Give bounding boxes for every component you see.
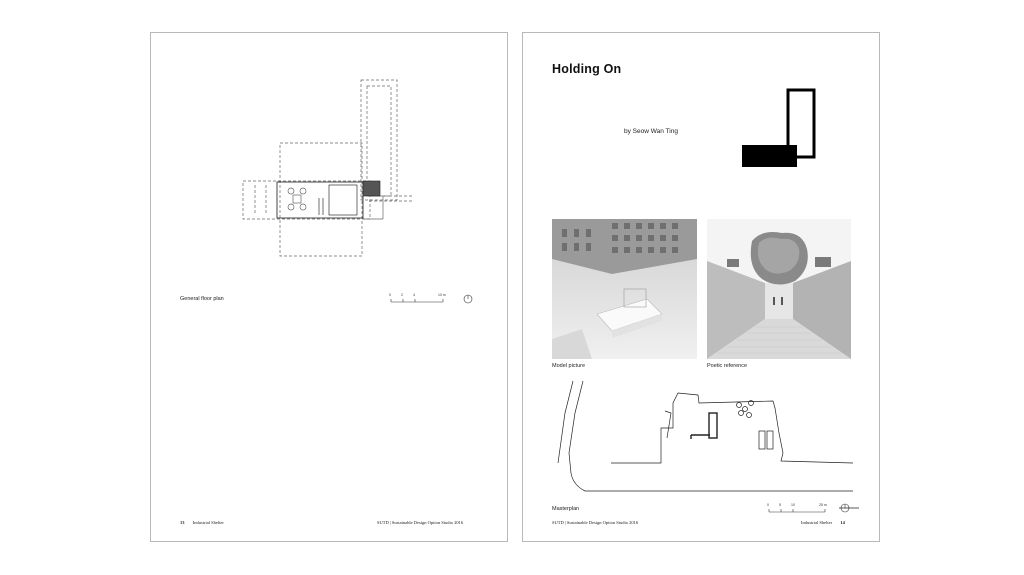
- masterplan-scale-25: 25 m: [819, 503, 827, 507]
- left-running-title: Industrial Shelter: [192, 520, 224, 525]
- right-running-title: Industrial Shelter: [801, 520, 833, 525]
- general-floor-plan-drawing: [151, 33, 509, 543]
- scale-label-0: 0: [389, 293, 391, 297]
- masterplan-scale-5: 5: [779, 503, 781, 507]
- floor-plan-caption: General floor plan: [180, 296, 224, 302]
- right-page: [522, 32, 880, 542]
- right-footer-studio: SUTD | Sustainable Design Option Studio 2016: [552, 520, 639, 525]
- scale-label-10: 10 m: [438, 293, 446, 297]
- left-page-number: 13: [180, 520, 185, 525]
- scale-label-2: 2: [401, 293, 403, 297]
- left-footer-studio: SUTD | Sustainable Design Option Studio 2016: [377, 520, 464, 525]
- masterplan-caption: Masterplan: [552, 506, 580, 512]
- left-page: [150, 32, 508, 542]
- masterplan-drawing: [523, 33, 881, 543]
- left-footer-page-info: [180, 520, 224, 525]
- masterplan-scale-10: 10: [791, 503, 795, 507]
- project-title: Holding On: [552, 62, 622, 76]
- scale-label-4: 4: [413, 293, 415, 297]
- right-page-number: 14: [840, 520, 845, 525]
- project-byline: by Seow Wan Ting: [624, 128, 678, 135]
- masterplan-scale-0: 0: [767, 503, 769, 507]
- right-footer-page-info: [801, 520, 845, 525]
- poetic-reference-caption: Poetic reference: [707, 363, 748, 369]
- model-picture-caption: Model picture: [552, 363, 586, 369]
